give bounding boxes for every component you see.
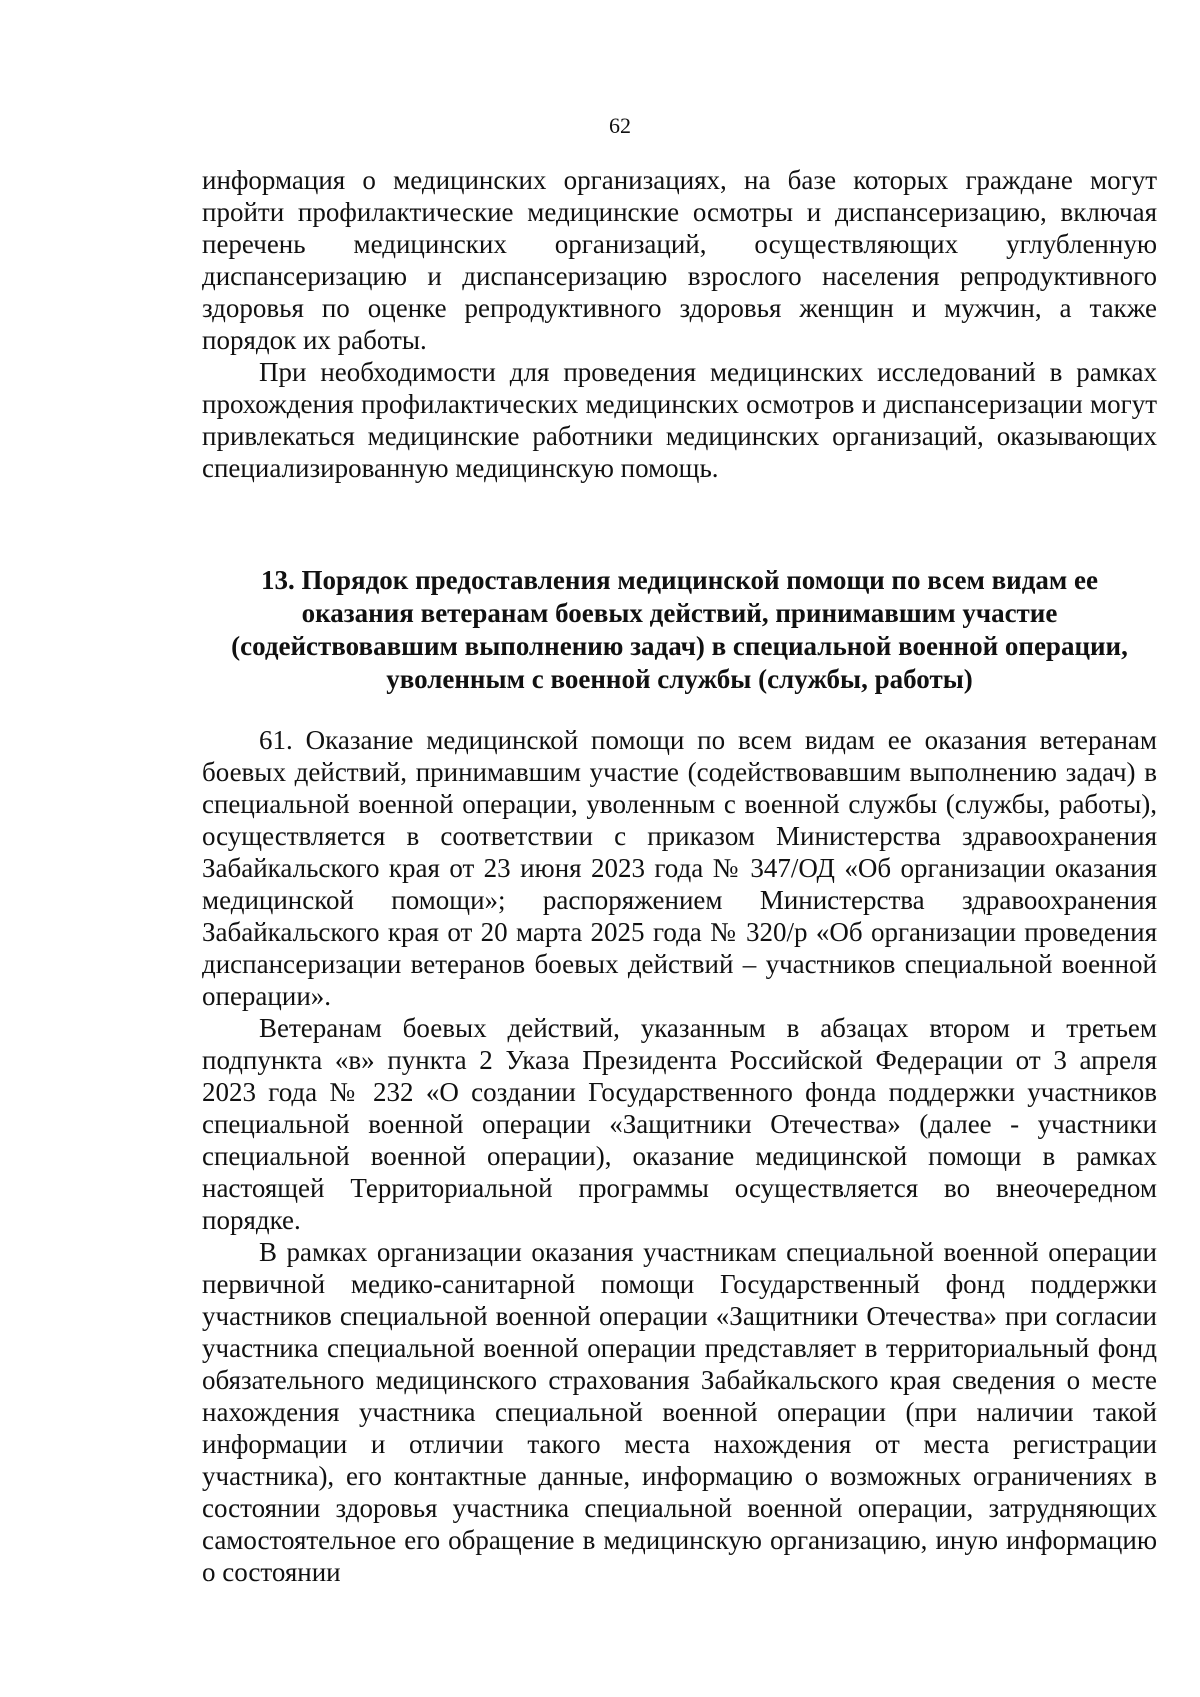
page-content: [202, 164, 1157, 1588]
page-number: 62: [609, 113, 631, 138]
paragraph-continuation: информация о медицинских организациях, на базе которых граждане могут пройти профилактические медицинские осмотры и диспансеризацию, включая перечень медицинских организаций, осуществляющих углубленную диспансеризацию и диспансеризацию взрослого населения репродуктивного здоровья по оценке репродуктивного здоровья женщин и мужчин, а также порядок их работы.: [202, 165, 1157, 355]
paragraph-61: 61. Оказание медицинской помощи по всем видам ее оказания ветеранам боевых действий, принимавшим участие (содействовавшим выполнению задач) в специальной военной операции, уволенным с военной службы (службы, работы), осуществляется в соответствии с приказом Министерства здравоохранения Забайкальского края от 23 июня 2023 года № 347/ОД «Об организации оказания медицинской помощи»; распоряжением Министерства здравоохранения Забайкальского края от 20 марта 2025 года № 320/р «Об организации проведения диспансеризации ветеранов боевых действий – участников специальной военной операции».: [202, 725, 1157, 1011]
paragraph-veterans-priority: Ветеранам боевых действий, указанным в абзацах втором и третьем подпункта «в» пункта 2 Указа Президента Российской Федерации от 3 апреля 2023 года № 232 «О создании Государственного фонда поддержки участников специальной военной операции «Защитники Отечества» (далее - участники специальной военной операции), оказание медицинской помощи в рамках настоящей Территориальной программы осуществляется во внеочередном порядке.: [202, 1013, 1157, 1235]
section-heading: [202, 564, 1157, 696]
paragraph-specialists: При необходимости для проведения медицинских исследований в рамках прохождения профилактических медицинских осмотров и диспансеризации могут привлекаться медицинские работники медицинских организаций, оказывающих специализированную медицинскую помощь.: [202, 357, 1157, 483]
section-heading-line: 13. Порядок предоставления медицинской помощи по всем видам ее: [261, 565, 1098, 595]
section-heading-line: (содействовавшим выполнению задач) в специальной военной операции,: [231, 631, 1128, 661]
section-heading-line: оказания ветеранам боевых действий, принимавшим участие: [301, 598, 1058, 628]
section-heading-line: уволенным с военной службы (службы, работы): [386, 664, 973, 694]
paragraph-fund-information: В рамках организации оказания участникам специальной военной операции первичной медико-санитарной помощи Государственный фонд поддержки участников специальной военной операции «Защитники Отечества» при согласии участника специальной военной операции представляет в территориальный фонд обязательного медицинского страхования Забайкальского края сведения о месте нахождения участника специальной военной операции (при наличии такой информации и отличии такого места нахождения от места регистрации участника), его контактные данные, информацию о возможных ограничениях в состоянии здоровья участника специальной военной операции, затрудняющих самостоятельное его обращение в медицинскую организацию, иную информацию о состоянии: [202, 1237, 1157, 1587]
